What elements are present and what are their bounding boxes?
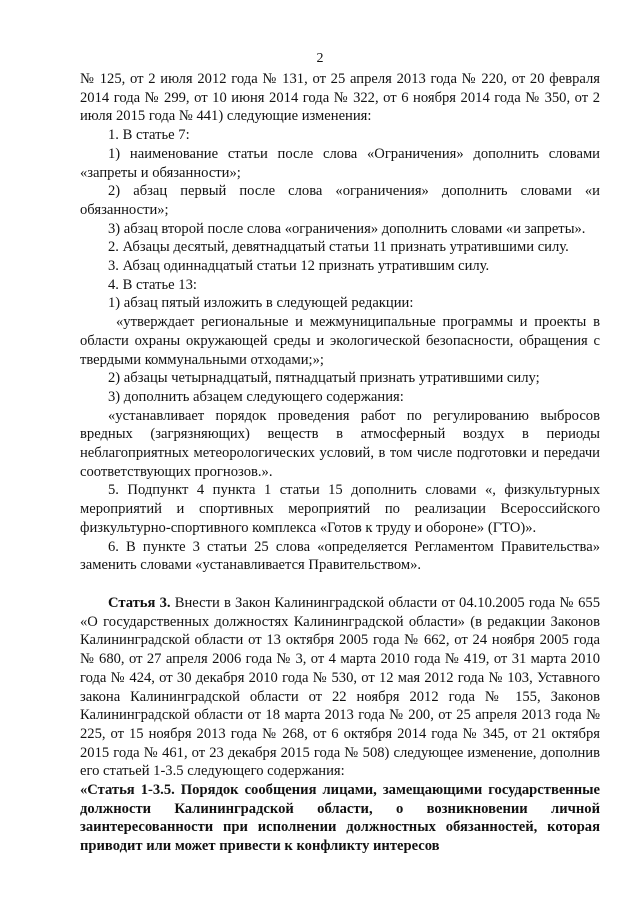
paragraph: 1) наименование статьи после слова «Ограничения» дополнить словами «запреты и обязанности»; bbox=[80, 145, 600, 181]
article-3-paragraph bbox=[80, 594, 600, 781]
new-article-title: «Статья 1-3.5. Порядок сообщения лицами, замещающими государственные должности Калининградской области, о возникновении личной заинтересованности при исполнении должностных обязанностей, которая приводит или может привести к конфликту интересов bbox=[80, 782, 600, 855]
paragraph: 2) абзац первый после слова «ограничения» дополнить словами «и обязанности»; bbox=[80, 183, 600, 218]
document-body bbox=[80, 70, 600, 856]
paragraph: «утверждает региональные и межмуниципальные программы и проекты в области охраны окружающей среды и экологической безопасности, обращения с твердыми коммунальными отходами;»; bbox=[80, 314, 600, 368]
paragraph: 3) абзац второй после слова «ограничения» дополнить словами «и запреты». bbox=[108, 220, 586, 237]
paragraph: 1) абзац пятый изложить в следующей редакции: bbox=[108, 295, 414, 312]
paragraph: 3) дополнить абзацем следующего содержания: bbox=[108, 388, 404, 405]
paragraph: 2) абзацы четырнадцатый, пятнадцатый признать утратившими силу; bbox=[108, 370, 540, 387]
paragraph: «устанавливает порядок проведения работ по регулированию выбросов вредных (загрязняющих) веществ в атмосферный воздух в периоды неблагоприятных метеорологических условий, в том числе подготовки и передачи соответствующих прогнозов.». bbox=[80, 407, 600, 480]
article-3-text: Внести в Закон Калининградской области от 04.10.2005 года № 655 «О государственных должностях Калининградской области» (в редакции Законов Калининградской области от 13 октября 2005 года № 662, от 24 ноября 2005 года № 680, от 27 апреля 2006 года № 3, от 4 марта 2010 года № 419, от 31 марта 2010 года № 424, от 30 декабря 2010 года № 530, от 12 мая 2012 года № 103, Уставного закона Калининградской области от 22 ноября 2012 года № 155, Законов Калининградской области от 18 марта 2013 года № 200, от 25 апреля 2013 года № 225, от 15 ноября 2013 года № 268, от 6 октября 2014 года № 345, от 21 октября 2015 года № 461, от 23 декабря 2015 года № 508) следующее изменение, дополнив его статьей 1-3.5 следующего содержания: bbox=[80, 594, 600, 780]
article-3-label: Статья 3. bbox=[108, 594, 171, 611]
paragraph: 2. Абзацы десятый, девятнадцатый статьи 11 признать утратившими силу. bbox=[108, 239, 569, 256]
paragraph: 1. В статье 7: bbox=[108, 127, 190, 144]
paragraph: 4. В статье 13: bbox=[108, 276, 197, 293]
paragraph: 5. Подпункт 4 пункта 1 статьи 15 дополнить словами «, физкультурных мероприятий и спортивных мероприятий по реализации Всероссийского физкультурно-спортивного комплекса «Готов к труду и обороне» (ГТО)». bbox=[80, 482, 600, 536]
page-number: 2 bbox=[316, 51, 324, 66]
paragraph: № 125, от 2 июля 2012 года № 131, от 25 апреля 2013 года № 220, от 20 февраля 2014 года № 299, от 10 июня 2014 года № 322, от 6 ноября 2014 года № 350, от 2 июля 2015 года № 441) следующие изменения: bbox=[80, 71, 600, 125]
paragraph: 6. В пункте 3 статьи 25 слова «определяется Регламентом Правительства» заменить словами «устанавливается Правительством». bbox=[80, 538, 600, 574]
paragraph: 3. Абзац одиннадцатый статьи 12 признать утратившим силу. bbox=[108, 258, 490, 275]
spacer bbox=[80, 575, 600, 594]
